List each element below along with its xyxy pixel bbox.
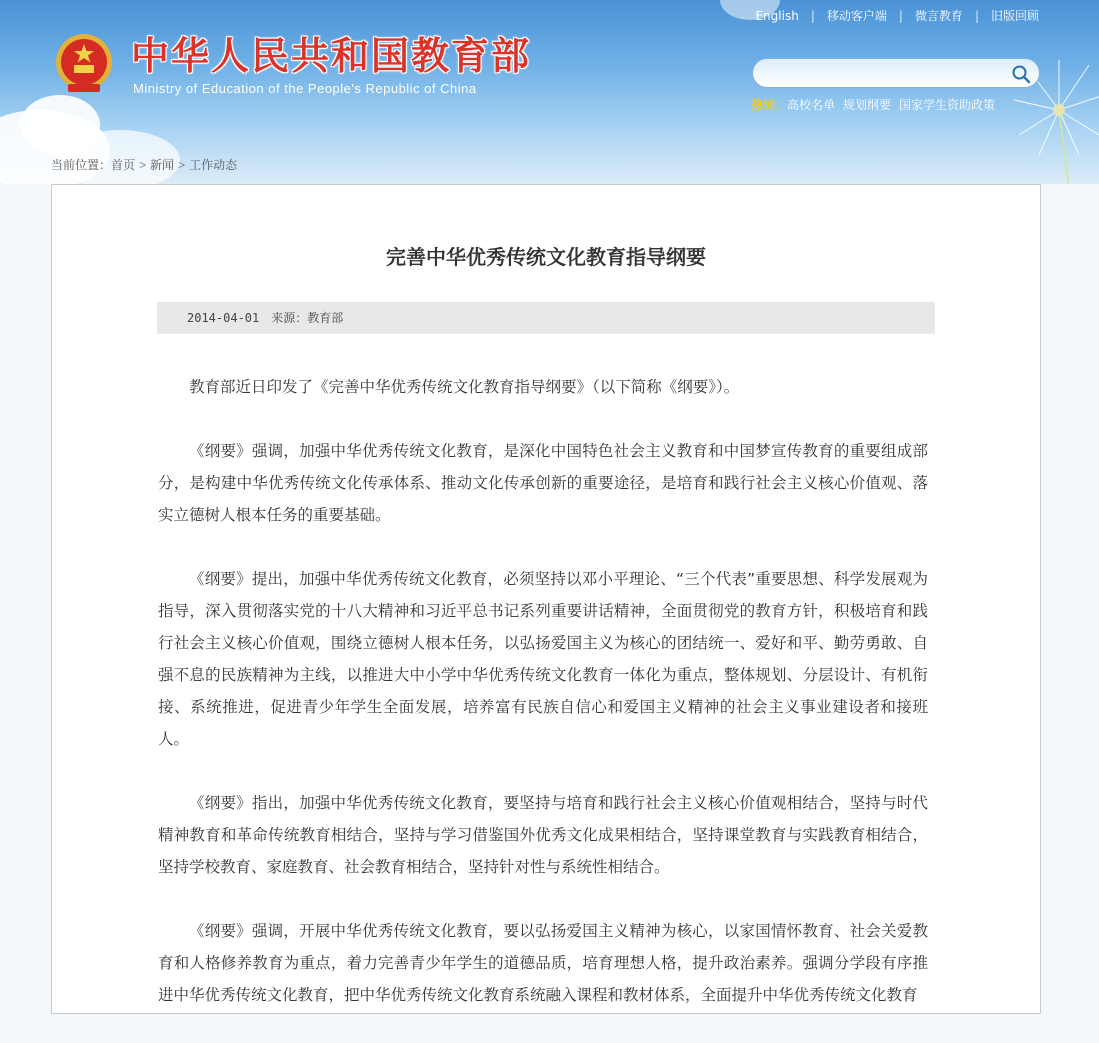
search-icon[interactable] (1011, 64, 1031, 84)
article-paragraph: 《纲要》指出，加强中华优秀传统文化教育，要坚持与培育和践行社会主义核心价值观相结合，坚持与时代精神教育和革命传统教育相结合，坚持与学习借鉴国外优秀文化成果相结合，坚持课堂教育与实践教育相结合，坚持学校教育、家庭教育、社会教育相结合，坚持针对性与系统性相结合。 (158, 794, 928, 876)
breadcrumb (51, 156, 237, 173)
weiyan-education-link[interactable]: 微言教育 (914, 9, 963, 23)
breadcrumb-label: 当前位置： (51, 158, 112, 172)
article-date: 2014-04-01 (187, 311, 260, 325)
hot-word-link[interactable]: 国家学生资助政策 (899, 98, 996, 112)
site-subtitle: Ministry of Education of the People's Republic of China (133, 81, 477, 96)
article-container (51, 184, 1041, 1014)
hot-word-link[interactable]: 规划纲要 (843, 98, 892, 112)
site-title[interactable]: 中华人民共和国教育部 (131, 34, 532, 78)
mobile-client-link[interactable]: 移动客户端 (826, 9, 887, 23)
breadcrumb-news[interactable]: 新闻 (150, 158, 175, 172)
old-version-link[interactable]: 旧版回顾 (990, 9, 1039, 23)
site-header (0, 0, 1099, 184)
search-box (752, 58, 1040, 88)
hot-word-link[interactable]: 高校名单 (787, 98, 836, 112)
article-paragraph: 《纲要》强调，加强中华优秀传统文化教育，是深化中国特色社会主义教育和中国梦宣传教育的重要组成部分，是构建中华优秀传统文化传承体系、推动文化传承创新的重要途径，是培育和践行社会主义核心价值观、落实立德树人根本任务的重要基础。 (158, 442, 928, 524)
article-title: 完善中华优秀传统文化教育指导纲要 (386, 245, 706, 269)
separator: | (810, 9, 815, 23)
article-paragraph: 《纲要》强调，开展中华优秀传统文化教育，要以弘扬爱国主义精神为核心，以家国情怀教育、社会关爱教育和人格修养教育为重点，着力完善青少年学生的道德品质，培育理想人格，提升政治素养。强调分学段有序推进中华优秀传统文化教育，把中华优秀传统文化教育系统融入课程和教材体系，全面提升中华优秀传统文化教育 (158, 922, 928, 1004)
article-paragraph: 教育部近日印发了《完善中华优秀传统文化教育指导纲要》（以下简称《纲要》）。 (189, 378, 740, 396)
top-links (755, 7, 1039, 24)
breadcrumb-home[interactable]: 首页 (111, 158, 136, 172)
search-input[interactable] (767, 64, 1011, 84)
national-emblem-icon (52, 32, 116, 96)
separator: | (898, 9, 903, 23)
chevron-right-icon: > (178, 158, 186, 172)
chevron-right-icon: > (139, 158, 147, 172)
separator: | (974, 9, 979, 23)
breadcrumb-work-news[interactable]: 工作动态 (189, 158, 238, 172)
article-body (158, 371, 928, 1043)
article-source: 来源：教育部 (271, 311, 344, 325)
hot-words (751, 96, 1003, 113)
english-link[interactable]: English (755, 9, 799, 23)
hot-words-label: 热词： (751, 98, 788, 112)
article-paragraph: 《纲要》提出，加强中华优秀传统文化教育，必须坚持以邓小平理论、“三个代表”重要思想、科学发展观为指导，深入贯彻落实党的十八大精神和习近平总书记系列重要讲话精神，全面贯彻党的教育方针，积极培育和践行社会主义核心价值观，围绕立德树人根本任务，以弘扬爱国主义为核心的团结统一、爱好和平、勤劳勇敢、自强不息的民族精神为主线，以推进大中小学中华优秀传统文化教育一体化为重点，整体规划、分层设计、有机衔接、系统推进，促进青少年学生全面发展，培养富有民族自信心和爱国主义精神的社会主义事业建设者和接班人。 (158, 570, 928, 748)
article-meta (157, 302, 935, 334)
